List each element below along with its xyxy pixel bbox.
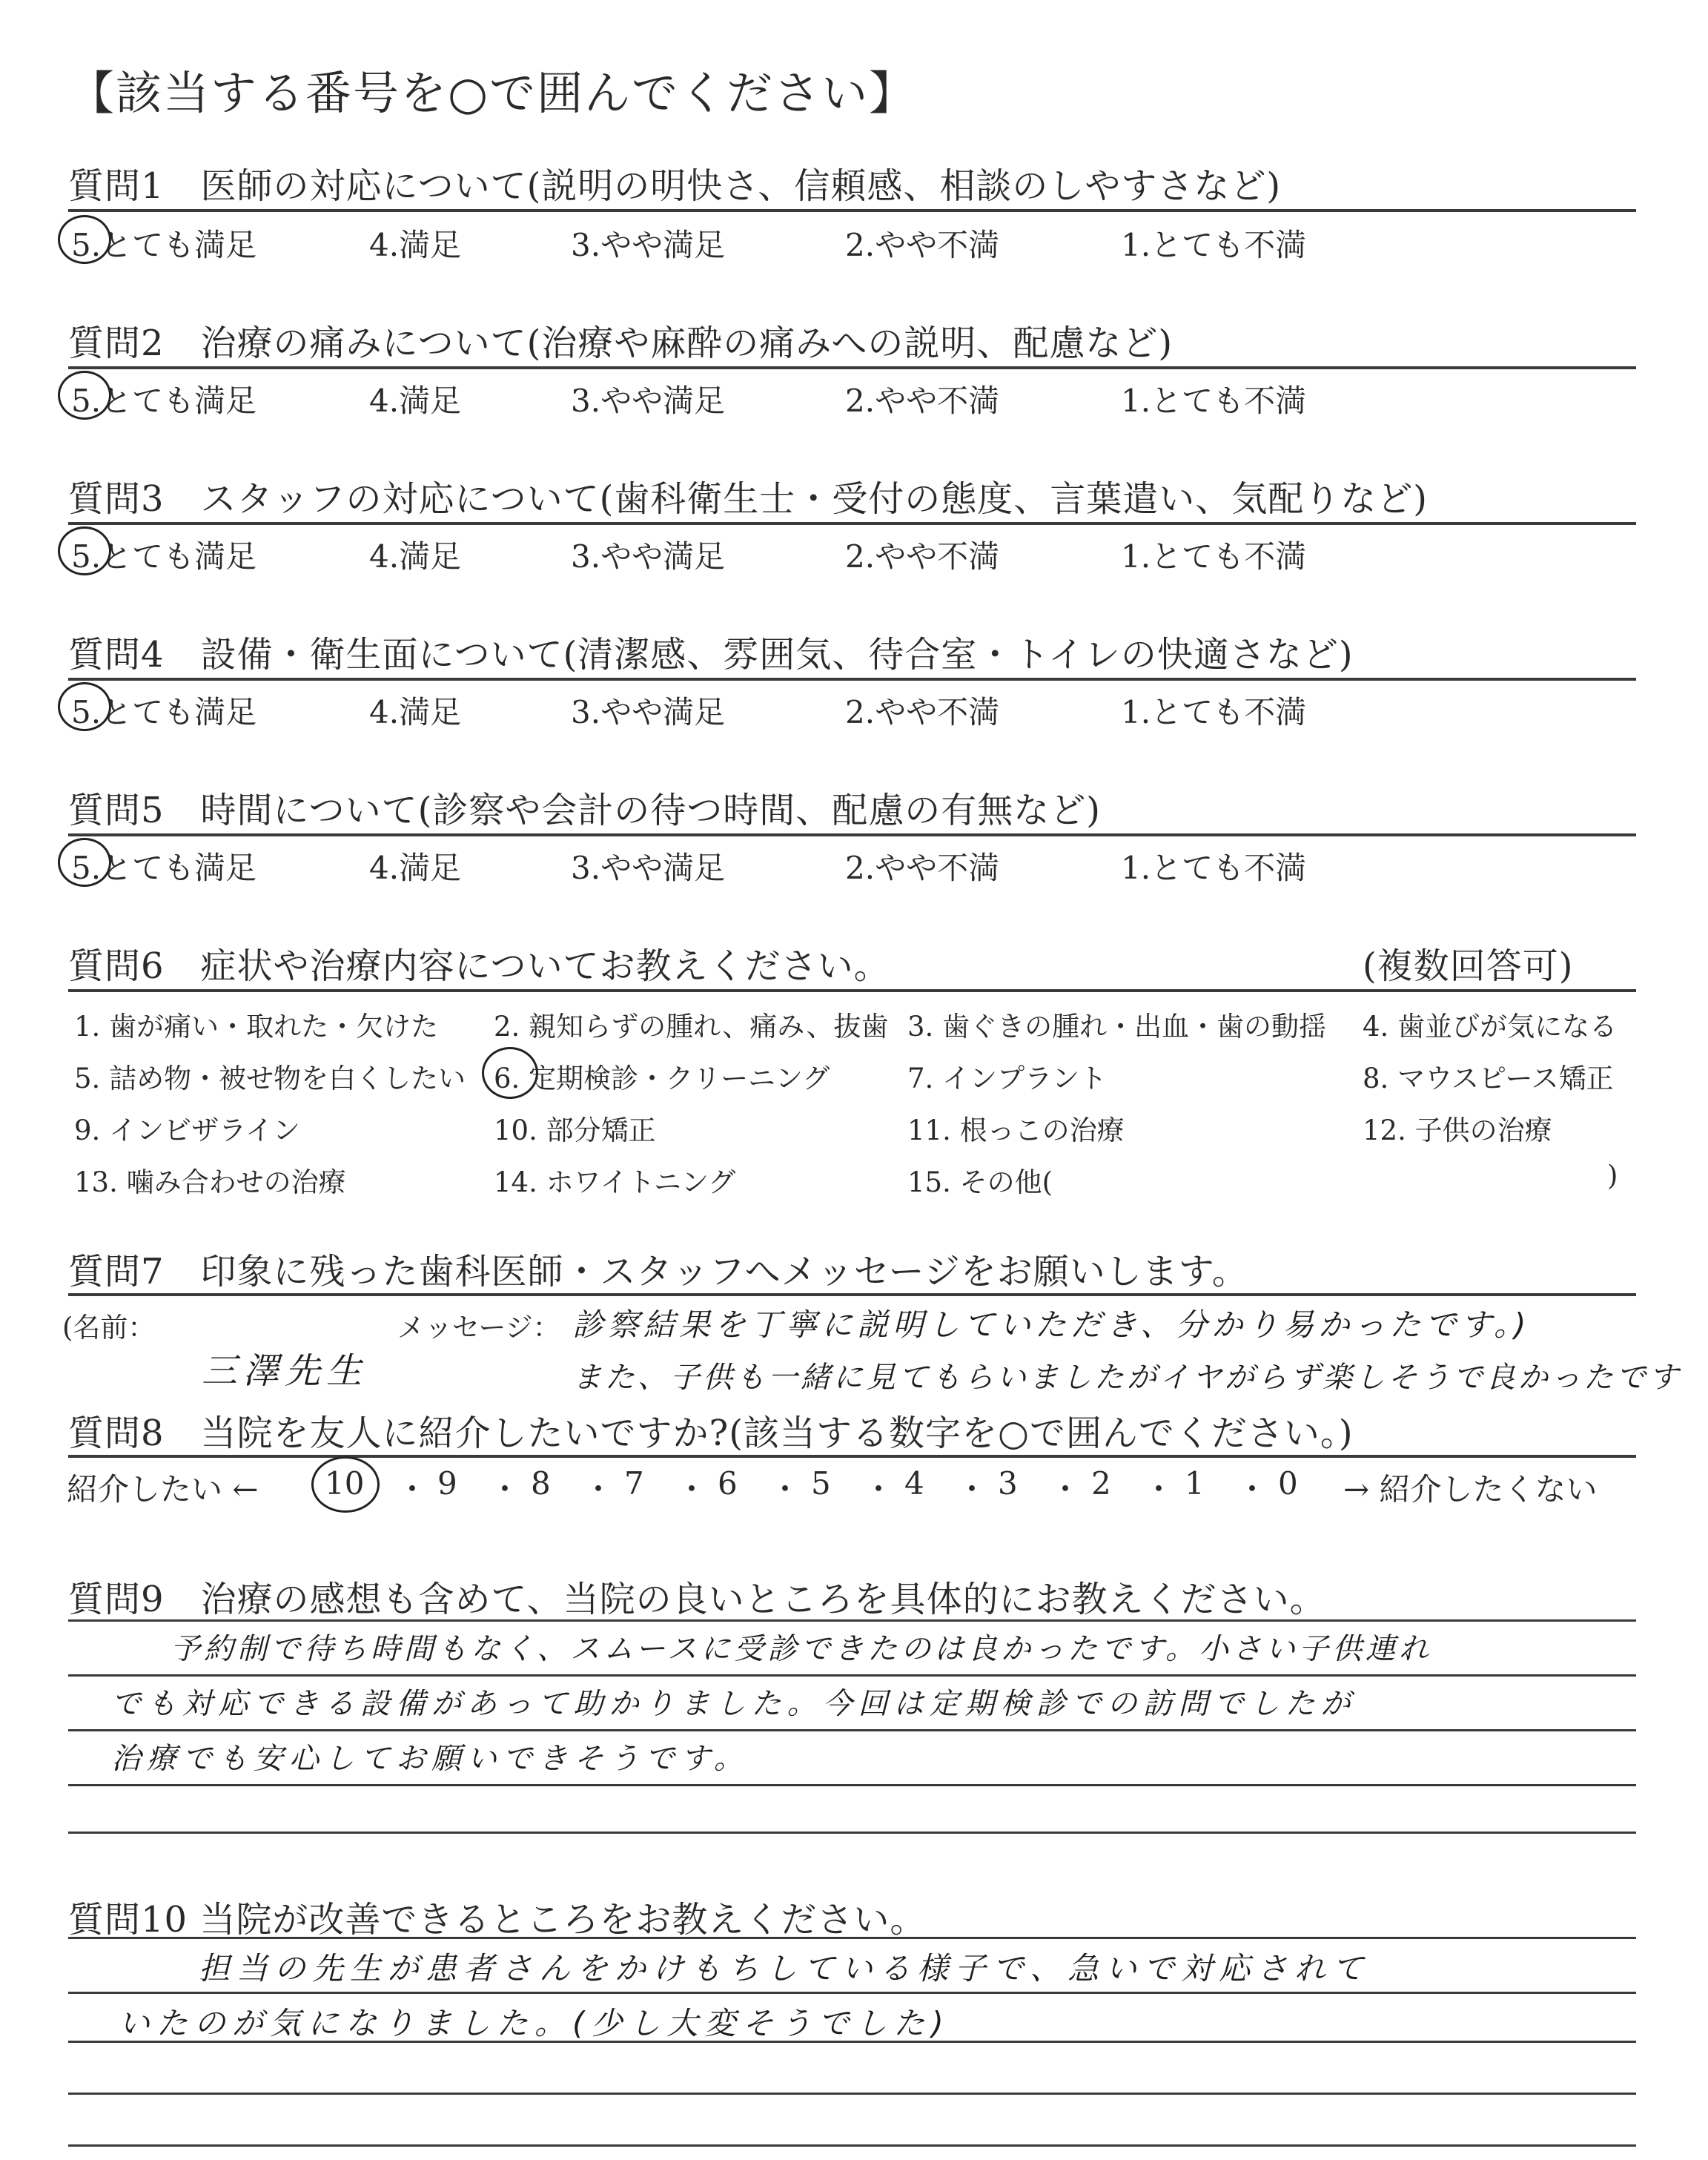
q9-line-4-rule [68, 1784, 1636, 1786]
q8-value-6[interactable]: 6 [718, 1465, 738, 1502]
question-2-rule [68, 366, 1636, 369]
q6-item-15-close: ) [1607, 1160, 1618, 1192]
q5-option-4[interactable]: 4.満足 [369, 850, 462, 886]
question-9-title: 質問9 治療の感想も含めて、当院の良いところを具体的にお教えください。 [68, 1579, 1326, 1620]
q3-option-2[interactable]: 2.やや不満 [845, 538, 1000, 575]
q1-option-1[interactable]: 1.とても不満 [1121, 227, 1307, 263]
q8-dot: ・ [863, 1471, 895, 1507]
q8-value-4[interactable]: 4 [904, 1465, 924, 1502]
q7-message-label: メッセージ： [397, 1312, 560, 1344]
q8-dot: ・ [1143, 1471, 1175, 1507]
question-5-title: 質問5 時間について(診察や会計の待つ時間、配慮の有無など) [68, 790, 1102, 831]
q10-answer-line-2[interactable]: いたのが気になりました。(少し大変そうでした) [119, 2005, 950, 2041]
question-6-title: 質問6 症状や治療内容についてお教えください。 [68, 945, 890, 987]
q10-line-4-rule [68, 2093, 1636, 2095]
q5-option-1[interactable]: 1.とても不満 [1121, 850, 1307, 886]
q4-selected-circle [58, 682, 111, 731]
question-4-rule [68, 678, 1636, 681]
q5-selected-circle [58, 838, 111, 887]
q6-selected-circle [482, 1047, 538, 1099]
q2-option-4[interactable]: 4.満足 [369, 383, 462, 419]
question-7-title: 質問7 印象に残った歯科医師・スタッフへメッセージをお願いします。 [68, 1251, 1248, 1292]
q4-option-4[interactable]: 4.満足 [369, 694, 462, 730]
q2-option-3[interactable]: 3.やや満足 [571, 383, 726, 419]
q4-option-2[interactable]: 2.やや不満 [845, 694, 1000, 730]
q10-line-5-rule [68, 2144, 1636, 2147]
question-8-rule [68, 1455, 1636, 1458]
q8-value-5[interactable]: 5 [811, 1465, 831, 1502]
question-2-title: 質問2 治療の痛みについて(治療や麻酔の痛みへの説明、配慮など) [68, 323, 1174, 364]
q8-dot: ・ [489, 1471, 521, 1507]
question-3-rule [68, 522, 1636, 525]
q9-line-2-rule [68, 1674, 1636, 1677]
q6-item-14[interactable]: 14. ホワイトニング [494, 1166, 736, 1198]
question-3-title: 質問3 スタッフの対応について(歯科衛生士・受付の態度、言葉遣い、気配りなど) [68, 478, 1429, 520]
q8-dot: ・ [397, 1471, 428, 1507]
q3-option-1[interactable]: 1.とても不満 [1121, 538, 1307, 575]
q8-value-8[interactable]: 8 [531, 1465, 551, 1502]
q7-name-label: (名前： [62, 1312, 156, 1344]
q1-option-2[interactable]: 2.やや不満 [845, 227, 1000, 263]
q3-selected-circle [58, 526, 111, 575]
q2-option-1[interactable]: 1.とても不満 [1121, 383, 1307, 419]
q6-item-4[interactable]: 4. 歯並びが気になる [1363, 1011, 1618, 1043]
q9-line-1-rule [68, 1619, 1636, 1622]
q10-line-1-rule [68, 1937, 1636, 1939]
form-header: 【該当する番号を○で囲んでください】 [68, 66, 917, 120]
q6-item-15[interactable]: 15. その他( [907, 1166, 1053, 1198]
q8-value-7[interactable]: 7 [624, 1465, 644, 1502]
q10-line-2-rule [68, 1992, 1636, 1994]
question-6-note: (複数回答可) [1363, 945, 1574, 987]
q1-selected-circle [58, 215, 111, 264]
q8-dot: ・ [769, 1471, 801, 1507]
q7-message-line-1[interactable]: 診察結果を丁寧に説明していただき、分かり易かったです。) [572, 1307, 1531, 1343]
q4-option-1[interactable]: 1.とても不満 [1121, 694, 1307, 730]
q1-option-4[interactable]: 4.満足 [369, 227, 462, 263]
q8-value-2[interactable]: 2 [1091, 1465, 1111, 1502]
q9-answer-line-3[interactable]: 治療でも安心してお願いできそうです。 [111, 1742, 749, 1776]
q8-value-0[interactable]: 0 [1278, 1465, 1298, 1502]
q8-value-1[interactable]: 1 [1185, 1465, 1205, 1502]
question-5-rule [68, 833, 1636, 836]
q5-option-2[interactable]: 2.やや不満 [845, 850, 1000, 886]
q10-answer-line-1[interactable]: 担当の先生が患者さんをかけもちしている様子で、急いで対応されて [199, 1950, 1371, 1986]
q8-value-3[interactable]: 3 [998, 1465, 1018, 1502]
q6-item-2[interactable]: 2. 親知らずの腫れ、痛み、抜歯 [494, 1011, 889, 1043]
q6-item-9[interactable]: 9. インビザライン [74, 1114, 300, 1146]
q3-option-5[interactable]: 5.とても満足 [71, 538, 257, 575]
q8-value-9[interactable]: 9 [437, 1465, 457, 1502]
q8-dot: ・ [1237, 1471, 1268, 1507]
q6-item-12[interactable]: 12. 子供の治療 [1363, 1114, 1552, 1146]
question-1-title: 質問1 医師の対応について(説明の明快さ、信頼感、相談のしやすさなど) [68, 165, 1282, 207]
q6-item-10[interactable]: 10. 部分矯正 [494, 1114, 656, 1146]
q2-option-2[interactable]: 2.やや不満 [845, 383, 1000, 419]
q8-dot: ・ [956, 1471, 988, 1507]
q8-selected-circle [311, 1456, 380, 1513]
q6-item-7[interactable]: 7. インプラント [907, 1063, 1108, 1094]
q9-line-3-rule [68, 1729, 1636, 1731]
q6-item-1[interactable]: 1. 歯が痛い・取れた・欠けた [74, 1011, 439, 1043]
q8-right-label: → 紹介したくない [1343, 1471, 1598, 1507]
q6-item-5[interactable]: 5. 詰め物・被せ物を白くしたい [74, 1063, 466, 1094]
q6-item-11[interactable]: 11. 根っこの治療 [907, 1114, 1125, 1146]
q8-dot: ・ [583, 1471, 615, 1507]
q6-item-8[interactable]: 8. マウスピース矯正 [1363, 1063, 1614, 1094]
q7-name-handwritten[interactable]: 三澤先生 [202, 1350, 368, 1392]
q2-option-5[interactable]: 5.とても満足 [71, 383, 257, 419]
question-7-rule [68, 1293, 1636, 1296]
q4-option-5[interactable]: 5.とても満足 [71, 694, 257, 730]
question-6-rule [68, 989, 1636, 992]
question-4-title: 質問4 設備・衛生面について(清潔感、雰囲気、待合室・トイレの快適さなど) [68, 634, 1354, 676]
q3-option-4[interactable]: 4.満足 [369, 538, 462, 575]
q5-option-5[interactable]: 5.とても満足 [71, 850, 257, 886]
q4-option-3[interactable]: 3.やや満足 [571, 694, 726, 730]
q9-answer-line-2[interactable]: でも対応できる設備があって助かりました。今回は定期検診での訪問でしたが [111, 1687, 1357, 1721]
q5-option-3[interactable]: 3.やや満足 [571, 850, 726, 886]
q1-option-3[interactable]: 3.やや満足 [571, 227, 726, 263]
q8-dot: ・ [1050, 1471, 1082, 1507]
q8-dot: ・ [676, 1471, 708, 1507]
q7-message-line-2[interactable]: また、子供も一緒に見てもらいましたがイヤがらず楽しそうで良かったです [572, 1361, 1681, 1395]
q9-line-5-rule [68, 1832, 1636, 1834]
question-8-title: 質問8 当院を友人に紹介したいですか?(該当する数字を○で囲んでください。) [68, 1413, 1354, 1454]
q6-item-13[interactable]: 13. 噛み合わせの治療 [74, 1166, 346, 1198]
q8-value-10[interactable]: 10 [325, 1465, 365, 1502]
q8-left-label: 紹介したい ← [67, 1471, 259, 1507]
q1-option-5[interactable]: 5.とても満足 [71, 227, 257, 263]
q6-item-6[interactable]: 6. 定期検診・クリーニング [494, 1063, 830, 1094]
q6-item-3[interactable]: 3. 歯ぐきの腫れ・出血・歯の動揺 [907, 1011, 1327, 1043]
q3-option-3[interactable]: 3.やや満足 [571, 538, 726, 575]
q9-answer-line-1[interactable]: 予約制で待ち時間もなく、スムースに受診できたのは良かったです。小さい子供連れ [171, 1632, 1432, 1666]
q2-selected-circle [58, 371, 111, 420]
question-10-title: 質問10 当院が改善できるところをお教えください。 [68, 1899, 927, 1941]
question-1-rule [68, 209, 1636, 212]
